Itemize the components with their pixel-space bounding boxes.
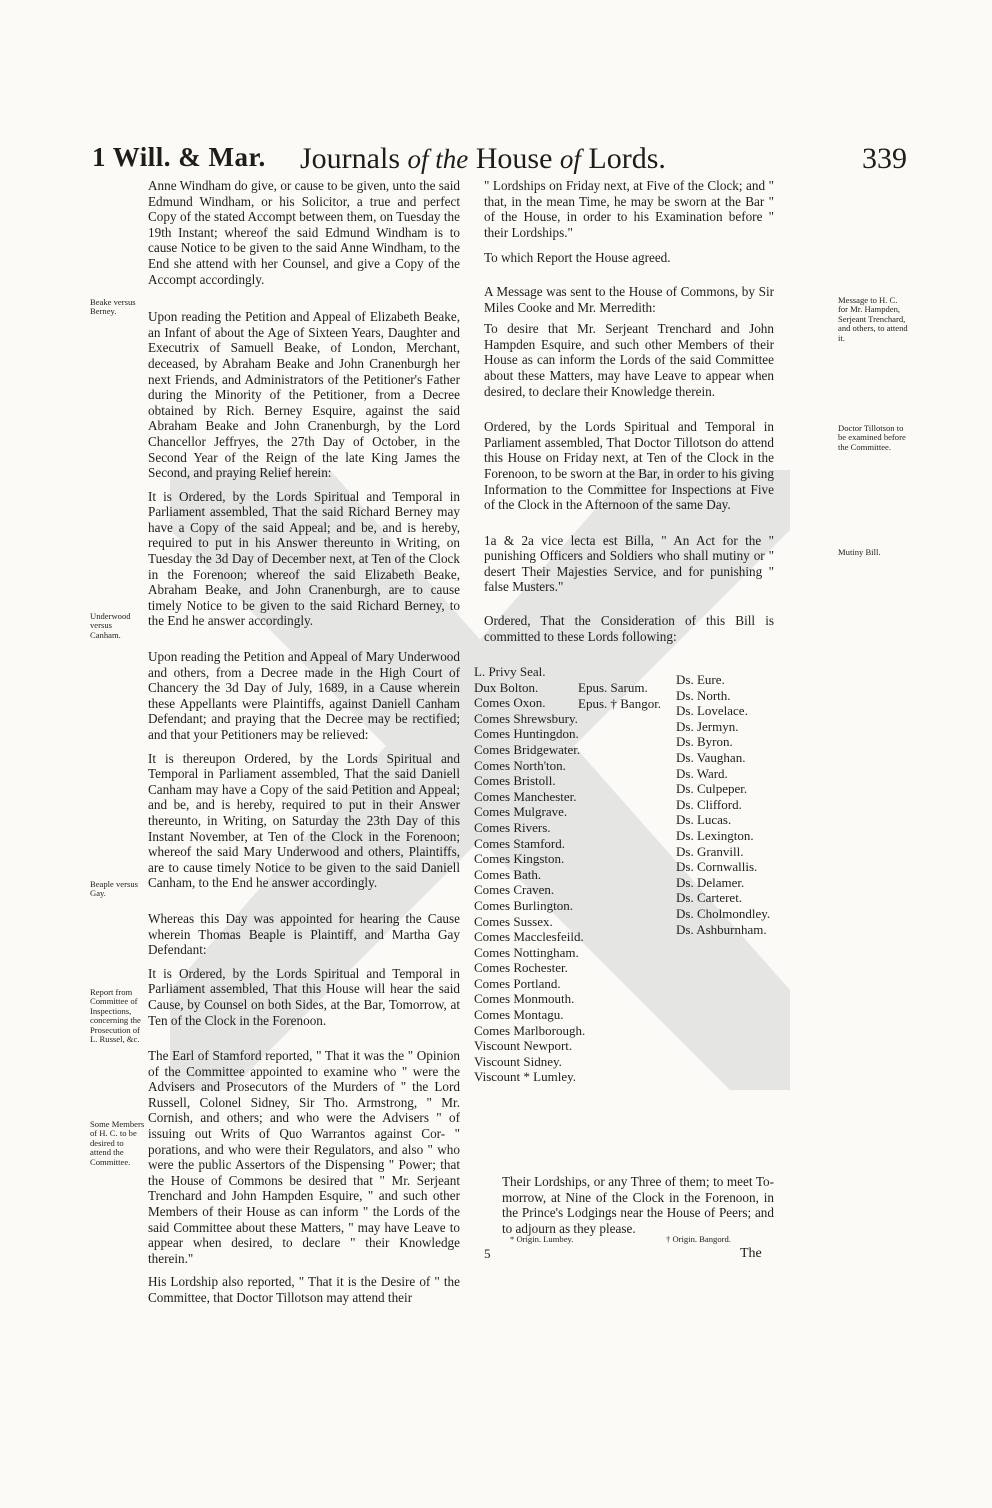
- lord-name: Comes Bridgewater.: [474, 741, 581, 757]
- lord-name: Ds. Granvill.: [676, 843, 744, 859]
- lord-name: Comes Kingston.: [474, 851, 565, 867]
- margin-note: Some Members of H. C. to be desired to attend the Committee.: [90, 1119, 145, 1167]
- title-part: House: [468, 142, 560, 175]
- lord-name: Ds. Ward.: [676, 765, 728, 781]
- paragraph: Upon reading the Petition and Appeal of Elizabeth Beake, an Infant of about the Age of Sixteen Years, Daughter and Executrix of Samuell Beake, of London, Merchant, deceased, by Abraham Beake and John Cranenburgh her next Friends, and Administrators of the Petitioner's Father during the Minority of the Petitioner, from a Decree obtained by Rich. Berney Esquire, against the said Abraham Beake and John Cranenburgh, by the Lord Chancellor Jeffryes, the 27th Day of October, in the Second Year of the Reign of the late King James the Second, and praying Relief herein:: [148, 309, 460, 481]
- title-part: Lords.: [580, 142, 666, 175]
- lord-name: Ds. North.: [676, 687, 731, 703]
- lord-name: Comes Huntingdon.: [474, 726, 579, 742]
- paragraph: Upon reading the Petition and Appeal of Mary Underwood and others, from a Decree made in the High Court of Chancery the 3d Day of July, 1689, in a Cause wherein these Appellants were Plaintiffs, against Daniell Canham Defendant; and praying that the Decree may be rectified; and that your Petitioners may be relieved:: [148, 649, 460, 742]
- lord-name: L. Privy Seal.: [474, 664, 546, 679]
- lord-name: Comes Rochester.: [474, 960, 568, 976]
- margin-note: Mutiny Bill.: [838, 547, 881, 557]
- paragraph: It is Ordered, by the Lords Spiritual and Temporal in Parliament assembled, That the said Richard Berney may have a Copy of the said Appeal; and be, and is hereby, required to put in his Answer thereunto in Writing, on Tuesday the 3d Day of December next, at Ten of the Clock in the Forenoon; whereof the said Elizabeth Beake, Abraham Beake, and John Cranenburgh, are to cause timely Notice to be given to the said Richard Berney, to the End he answer accordingly.: [148, 488, 460, 629]
- paragraph: 1a & 2a vice lecta est Billa, " An Act for the " punishing Officers and Soldiers who shall mutiny or " desert Their Majesties Service, and for punishing " false Musters.": [484, 532, 774, 595]
- margin-note: Beaple versus Gay.: [90, 879, 138, 899]
- paragraph: Their Lordships, or any Three of them; to meet To-morrow, at Nine of the Clock in the Forenoon, in the Prince's Lodgings near the House of Peers; and to adjourn as they please.: [502, 1174, 774, 1236]
- lord-name: Comes Rivers.: [474, 819, 551, 835]
- lord-name: Ds. Jermyn.: [676, 718, 739, 734]
- lords-list-temporal: [474, 664, 586, 1085]
- lord-name: Ds. Ashburnham.: [676, 921, 767, 937]
- lord-name: Ds. Delamer.: [676, 874, 745, 890]
- margin-note: Message to H. C. for Mr. Hampden, Serjeant Trenchard, and others, to attend it.: [838, 295, 908, 343]
- margin-note: Underwood versus Canham.: [90, 611, 131, 640]
- footnote: † Origin. Bangord.: [666, 1234, 731, 1244]
- paragraph: Ordered, That the Consideration of this Bill is committed to these Lords following:: [484, 613, 774, 644]
- lords-list-barons: [676, 672, 786, 937]
- lord-name: Comes Manchester.: [474, 788, 577, 804]
- title-part: of: [559, 144, 581, 174]
- lord-name: Epus. † Bangor.: [578, 695, 662, 711]
- lord-name: Dux Bolton.: [474, 679, 539, 695]
- lord-name: Comes Nottingham.: [474, 944, 579, 960]
- paragraph: To desire that Mr. Serjeant Trenchard and John Hampden Esquire, and such other Members of their House as can inform the Lords of the said Committee about these Matters, may have Leave to appear when desired, to declare their Knowledge therein.: [484, 321, 774, 399]
- lord-name: Ds. Carteret.: [676, 890, 743, 906]
- lord-name: Ds. Culpeper.: [676, 781, 748, 797]
- lord-name: Viscount Sidney.: [474, 1053, 562, 1069]
- lord-name: Comes Stamford.: [474, 835, 565, 851]
- lord-name: Ds. Clifford.: [676, 796, 742, 812]
- lord-name: Viscount * Lumley.: [474, 1069, 577, 1085]
- margin-note: Beake versus Berney.: [90, 297, 136, 317]
- lord-name: Comes Bath.: [474, 866, 542, 882]
- lord-name: Ds. Cholmondley.: [676, 905, 771, 921]
- left-column: [148, 178, 460, 1306]
- lord-name: Ds. Eure.: [676, 672, 725, 687]
- paragraph: Whereas this Day was appointed for hearing the Cause wherein Thomas Beaple is Plaintiff, and Martha Gay Defendant:: [148, 910, 460, 958]
- title-part: Journals: [300, 142, 408, 175]
- paragraph: His Lordship also reported, " That it is the Desire of " the Committee, that Doctor Tillotson may attend their: [148, 1274, 460, 1305]
- lord-name: Epus. Sarum.: [578, 680, 648, 695]
- margin-note: Doctor Tillotson to be examined before the Committee.: [838, 423, 906, 452]
- lord-name: Comes Marlborough.: [474, 1022, 586, 1038]
- lord-name: Ds. Byron.: [676, 734, 733, 750]
- paragraph: To which Report the House agreed.: [484, 250, 671, 266]
- running-head-reign: 1 Will. & Mar.: [92, 142, 266, 172]
- lord-name: Viscount Newport.: [474, 1038, 573, 1054]
- lords-list-bishops: [578, 680, 670, 711]
- lord-name: Comes Portland.: [474, 975, 561, 991]
- lord-name: Ds. Lexington.: [676, 827, 754, 843]
- lord-name: Ds. Vaughan.: [676, 749, 746, 765]
- footnote: * Origin. Lumbey.: [510, 1234, 574, 1244]
- paragraph: A Message was sent to the House of Commons, by Sir Miles Cooke and Mr. Merredith:: [484, 283, 774, 315]
- title-part: of the: [407, 144, 469, 174]
- paragraph: " Lordships on Friday next, at Five of the Clock; and " that, in the mean Time, he may be sworn at the Bar " of the House, in order to his Examination before " their Lordships.": [484, 178, 774, 240]
- catchword: The: [740, 1246, 762, 1261]
- lord-name: Ds. Lovelace.: [676, 703, 748, 719]
- lord-name: Comes Mulgrave.: [474, 804, 568, 820]
- lord-name: Comes Burlington.: [474, 897, 573, 913]
- page-number: 339: [862, 142, 907, 175]
- paragraph: Anne Windham do give, or cause to be given, unto the said Edmund Windham, or his Solicitor, a true and perfect Copy of the stated Accompt between them, on Tuesday the 19th Instant; whereof the said Edmund Windham is to cause Notice to be given to the said Anne Windham, to the End she attend with her Counsel, and give a Copy of the Accompt accordingly.: [148, 178, 460, 287]
- running-head-title: [300, 142, 666, 176]
- paragraph: It is thereupon Ordered, by the Lords Spiritual and Temporal in Parliament assembled, That the said Daniell Canham may have a Copy of the said Petition and Appeal; and be, and is hereby, required to put in their Answer thereunto, in Writing, on Saturday the 23th Day of this Instant November, at Ten of the Clock in the Forenoon; whereof the said Mary Underwood and others, Plaintiffs, are to cause timely Notice to be given to the said Daniell Canham, to the End he answer accordingly.: [148, 750, 460, 891]
- lord-name: Comes Craven.: [474, 882, 555, 898]
- paragraph: It is Ordered, by the Lords Spiritual and Temporal in Parliament assembled, That this House will hear the said Cause, by Counsel on both Sides, at the Bar, Tomorrow, at Ten of the Clock in the Forenoon.: [148, 965, 460, 1028]
- paragraph: The Earl of Stamford reported, " That it was the " Opinion of the Committee appointed to examine who " were the Advisers and Prosecutors of the Murders of " the Lord Russell, Colonel Sidney, Sir Tho. Armstrong, " Mr. Cornish, and others; and who were the Advisers " of issuing out Writs of Quo Warrantos against Cor- " porations, and who were their Regulators, and also " who were the public Assertors of the Dispensing " Power; that the House of Commons be desired that " Mr. Serjeant Trenchard and John Hampden Esquire, " and such other Members of their House as can inform " the Lords of the said Committee about these Matters, " may have Leave to appear when desired, to declare " their Knowledge therein.": [148, 1048, 460, 1266]
- lord-name: Comes North'ton.: [474, 757, 566, 773]
- lord-name: Comes Sussex.: [474, 913, 553, 929]
- lord-name: Comes Macclesfeild.: [474, 929, 584, 945]
- lord-name: Comes Monmouth.: [474, 991, 575, 1007]
- lord-name: Comes Bristoll.: [474, 773, 556, 789]
- paragraph: Ordered, by the Lords Spiritual and Temporal in Parliament assembled, That Doctor Tillotson do attend this House on Friday next, at Ten of the Clock in the Forenoon, to be sworn at the Bar, in order to his giving Information to the Committee for Inspections at Five of the Clock in the Afternoon of the same Day.: [484, 419, 774, 513]
- lord-name: Ds. Lucas.: [676, 812, 732, 828]
- margin-note: Report from Committee of Inspections, concerning the Prosecution of L. Russel, &c.: [90, 987, 141, 1045]
- signature-mark: 5: [484, 1246, 491, 1261]
- lord-name: Comes Shrewsbury.: [474, 710, 578, 726]
- lord-name: Ds. Cornwallis.: [676, 859, 758, 875]
- closing-paragraph: [502, 1174, 774, 1236]
- lord-name: Comes Oxon.: [474, 695, 546, 711]
- right-column: [484, 178, 774, 644]
- lord-name: Comes Montagu.: [474, 1007, 564, 1023]
